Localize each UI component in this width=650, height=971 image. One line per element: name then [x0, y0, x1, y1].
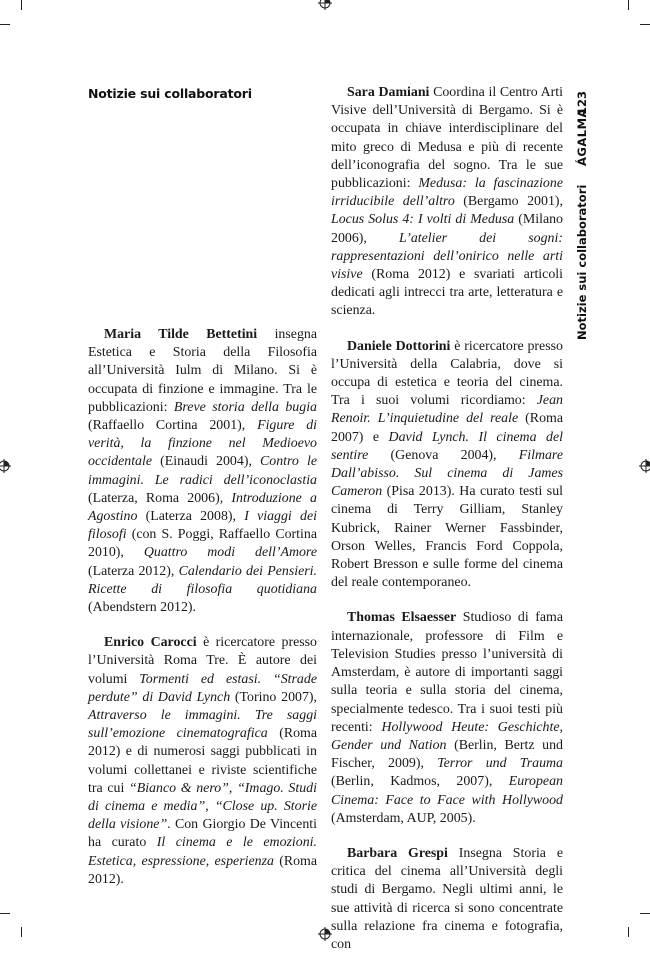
- bio-text: (Torino 2007),: [230, 689, 318, 705]
- section-title: Notizie sui collaboratori: [88, 86, 252, 101]
- bio-text: (con S. Poggi, Raffaello Cortina 2010),: [88, 527, 317, 561]
- bio-text: . Con Giorgio De Vincenti ha curato: [88, 817, 317, 851]
- publication-title: European Cinema: Face to Face with Hollywood: [331, 774, 563, 808]
- publication-title: Attraverso le immagini. Tre saggi sull’emozione cinematografica: [88, 708, 317, 742]
- bio-text: (Milano 2006),: [331, 212, 563, 246]
- publication-title: L’atelier dei sogni: rappresentazioni dell’onirico nelle arti visive: [331, 230, 563, 283]
- publication-title: “Imago. Studi di cinema e media”: [88, 780, 317, 815]
- bio-text: (Roma 2007) e: [331, 411, 563, 445]
- publication-title: I viaggi dei filosofi: [88, 509, 317, 543]
- bio-text: (Roma 2012) e svariati articoli dedicati agli intrecci tra arte, letteratura e scienza.: [331, 267, 563, 319]
- bio-text: (Pisa 2013). Ha curato testi sul cinema di Terry Gilliam, Stanley Kubrick, Rainer Werner Fassbinder, Orson Welles, Francis Ford Coppola, Robert Bresson e sulle forme del cinema del reale contemporaneo.: [331, 484, 563, 591]
- running-header: [574, 90, 590, 340]
- publication-title: Calendario dei Pensieri. Ricette di filosofia quotidiana: [88, 563, 317, 597]
- crop-mark: [21, 927, 22, 937]
- crop-mark: [0, 24, 10, 25]
- contributor-entry: [331, 84, 563, 321]
- contributor-entry: [331, 609, 563, 827]
- page-number: 123: [575, 90, 589, 115]
- contributor-entry: [331, 338, 563, 593]
- contributor-name: Enrico Carocci: [104, 635, 197, 651]
- bio-text: (Genova 2004),: [368, 447, 519, 463]
- bio-text: (Laterza 2012),: [88, 563, 179, 579]
- bio-text: (Berlin, Bertz und Fischer, 2009),: [331, 737, 563, 772]
- bio-text: Insegna Storia e critica del cinema all’Università degli studi di Bergamo. Negli ultimi anni, le sue attività di ricerca si sono concentrate sulla relazione fra cinema e fotografia, con: [331, 845, 563, 952]
- crop-mark: [628, 0, 629, 10]
- publication-title: Terror und Trauma: [437, 756, 564, 772]
- publication-title: “Bianco & nero”: [128, 780, 229, 796]
- publication-title: Contro le immagini. Le radici dell’iconoclastia: [88, 454, 317, 488]
- contributor-name: Daniele Dottorini: [347, 338, 451, 354]
- publication-title: Hollywood Heute: Geschichte, Gender und Nation: [331, 719, 563, 753]
- crop-mark: [21, 0, 22, 10]
- right-column: [331, 84, 563, 971]
- publication-title: Locus Solus 4: I volti di Medusa: [331, 212, 515, 228]
- contributor-name: Sara Damiani: [347, 85, 430, 100]
- registration-mark-icon: [318, 0, 332, 10]
- bio-text: (Einaudi 2004),: [152, 454, 261, 470]
- contributor-entry: [88, 634, 317, 889]
- bio-text: (Roma 2012).: [88, 853, 318, 887]
- running-header-journal: ÁGALMA: [575, 108, 589, 166]
- bio-text: (Abendstern 2012).: [88, 600, 197, 616]
- publication-title: David Lynch. Il cinema del sentire: [331, 429, 563, 463]
- crop-mark: [628, 927, 629, 937]
- publication-title: Medusa: la fascinazione irriducibile dell’altro: [331, 176, 563, 210]
- publication-title: Breve storia della bugia: [173, 399, 317, 415]
- bio-text: (Roma 2012) e di numerosi saggi pubblicati in volumi collettanei e riviste scientifiche tra cui: [88, 726, 317, 796]
- bio-text: ,: [228, 780, 238, 796]
- left-column: [88, 326, 317, 906]
- publication-title: “Close up. Storie della visione”: [88, 799, 318, 833]
- crop-mark: [0, 913, 10, 914]
- bio-text: (Berlin, Kadmos, 2007),: [331, 774, 509, 790]
- publication-title: Quattro modi dell’Amore: [143, 545, 317, 561]
- publication-title: Tormenti ed estasi. “Strade perdute” di David Lynch: [88, 671, 317, 705]
- bio-text: Studioso di fama internazionale, professore di Film e Television Studies presso l’università di Amsterdam, è autore di importanti saggi sulla teoria e sulla storia del cinema, specialmente tedesco. Tra i suoi testi più recenti:: [331, 610, 563, 735]
- contributor-entry: [88, 326, 317, 617]
- bio-text: ,: [205, 799, 215, 815]
- bio-text: è ricercatore presso l’Università della Calabria, dove si occupa di estetica e teoria del cinema. Tra i suoi volumi ricordiamo:: [331, 338, 563, 409]
- bio-text: (Bergamo 2001),: [454, 194, 563, 210]
- bio-text: (Raffaello Cortina 2001),: [88, 418, 258, 434]
- contributor-name: Maria Tilde Bettetini: [104, 327, 258, 342]
- publication-title: Jean Renoir. L’inquietudine del reale: [331, 393, 563, 427]
- registration-mark-icon: [0, 459, 11, 473]
- bio-text: insegna Estetica e Storia della Filosofia all’Università Iulm di Milano. Si è occupata di finzione e immagine. Tra le pubblicazioni:: [88, 327, 318, 415]
- contributor-name: Barbara Grespi: [347, 845, 448, 861]
- bio-text: (Amsterdam, AUP, 2005).: [331, 810, 476, 826]
- registration-mark-icon: [639, 459, 650, 473]
- contributor-name: Thomas Elsaesser: [347, 610, 457, 626]
- publication-title: Introduzione a Agostino: [88, 490, 317, 525]
- bio-text: è ricercatore presso l’Università Roma Tre. È autore dei volumi: [88, 635, 317, 687]
- crop-mark: [640, 24, 650, 25]
- contributor-entry: [331, 845, 563, 954]
- publication-title: Filmare Dall’abisso. Sul cinema di James Cameron: [331, 447, 563, 500]
- publication-title: Il cinema e le emozioni. Estetica, espressione, esperienza: [88, 835, 318, 869]
- running-header-section: Notizie sui collaboratori: [575, 184, 589, 340]
- bio-text: Coordina il Centro Arti Visive dell’Università di Bergamo. Si è occupata in chiave interdisciplinare del mito greco di Medusa e più di recente dell’iconografia del sogno. Tra le sue pubblicazioni:: [331, 85, 563, 192]
- crop-mark: [640, 913, 650, 914]
- registration-mark-icon: [318, 927, 332, 941]
- publication-title: Figure di verità, la finzione nel Medioevo occidentale: [88, 418, 317, 470]
- bio-text: (Laterza, Roma 2006),: [88, 490, 232, 506]
- bio-text: (Laterza 2008),: [137, 509, 245, 525]
